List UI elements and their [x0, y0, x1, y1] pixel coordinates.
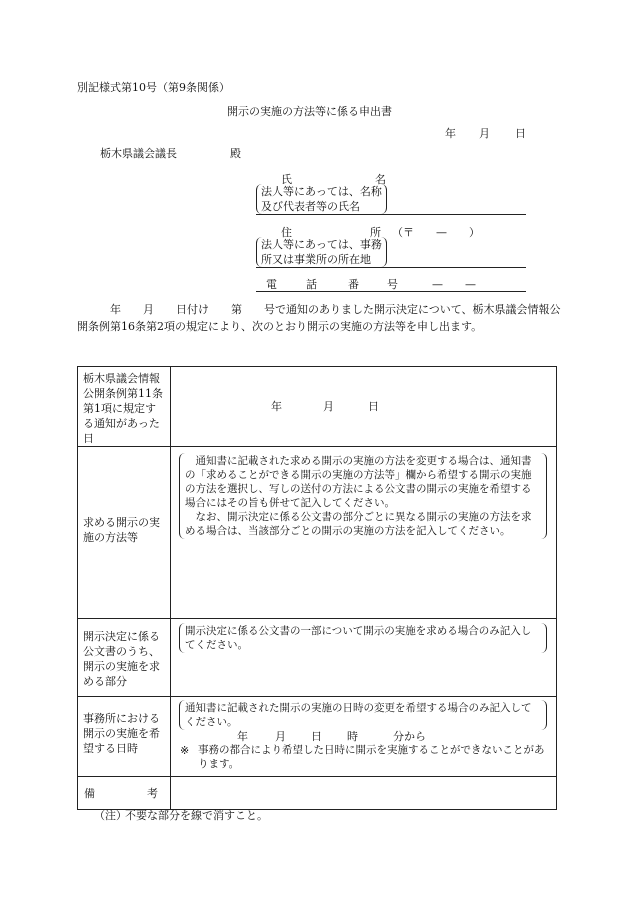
- address-label-a: 住: [281, 226, 292, 239]
- date-day-label: 日: [515, 127, 526, 140]
- datetime-year-label: 年: [237, 730, 248, 743]
- name-underline: [256, 214, 526, 215]
- datetime-warning: 事務の都合により希望した日時に開示を実施することができないことがあります。: [198, 744, 545, 770]
- remarks-cell[interactable]: [171, 777, 557, 810]
- phone-label-2: 話: [306, 278, 317, 291]
- request-table: [77, 366, 557, 810]
- intro-paragraph: 年 月 日付け 第 号で通知のありました開示決定について、栃木県議会情報公開条例第16条第2項の規定により、次のとおり開示の実施の方法等を申し出ます。: [77, 303, 561, 333]
- name-note-bracket: [256, 184, 387, 214]
- part-label: 開示決定に係る公文書のうち、開示の実施を求める部分: [83, 630, 160, 688]
- phone-underline: [256, 291, 526, 292]
- name-label-a: 氏: [281, 173, 292, 186]
- remarks-label-a: 備: [84, 787, 95, 800]
- notice-date-label: 栃木県議会情報公開条例第11条第1項に規定する通知があった日: [83, 372, 163, 445]
- datetime-note-bracket: 通知書に記載された開示の実施の日時の変更を希望する場合のみ記入してください。: [179, 700, 547, 730]
- datetime-hour-label: 時: [347, 730, 358, 743]
- part-note-bracket: 開示決定に係る公文書の一部について開示の実施を求める場合のみ記入してください。: [179, 623, 547, 653]
- method-label: 求める開示の実施の方法等: [83, 516, 160, 544]
- phone-label-1: 電: [266, 278, 277, 291]
- table-row-method: [78, 447, 557, 619]
- footnote-text: 不要な部分を線で消すこと。: [125, 809, 268, 822]
- name-note-line-1: 法人等にあっては、名称: [261, 185, 382, 198]
- datetime-month-label: 月: [275, 730, 286, 743]
- table-row-part: [78, 619, 557, 697]
- addressee-honorific: 殿: [230, 147, 241, 160]
- datetime-day-label: 日: [311, 730, 322, 743]
- date-month-label: 月: [479, 127, 490, 140]
- notice-date-cell[interactable]: [171, 367, 557, 447]
- date-year-label: 年: [445, 127, 456, 140]
- table-row-datetime: [78, 697, 557, 777]
- table-row-notice-date: [78, 367, 557, 447]
- postal-code-field[interactable]: （〒 — ）: [392, 226, 480, 239]
- datetime-cell[interactable]: [171, 697, 557, 777]
- address-note-line-1: 法人等にあっては、事務: [261, 238, 382, 251]
- phone-label-3: 番: [348, 278, 359, 291]
- table-row-remarks: [78, 777, 557, 810]
- address-note-bracket: [256, 237, 387, 267]
- addressee-name: 栃木県議会議長: [100, 147, 177, 160]
- phone-number-field[interactable]: — —: [432, 278, 476, 291]
- warning-mark: ※: [180, 744, 190, 757]
- name-label-b: 名: [375, 173, 386, 186]
- datetime-minute-label: 分から: [393, 730, 426, 743]
- footnote-label: （注）: [94, 809, 127, 822]
- method-note-bracket: [179, 453, 547, 539]
- notice-month-label: 月: [323, 400, 334, 413]
- datetime-label: 事務所における開示の実施を希望する日時: [83, 712, 160, 755]
- page-title: 開示の実施の方法等に係る申出書: [227, 105, 392, 118]
- address-label-b: 所: [370, 226, 381, 239]
- notice-day-label: 日: [368, 400, 379, 413]
- part-cell[interactable]: [171, 619, 557, 697]
- method-note-1: 通知書に記載された求める開示の実施の方法を変更する場合は、通知書の「求めることができる開示の実施の方法等」欄から希望する開示の実施の方法を選択し、写しの送付の方法による公文書の開示の実施を希望する場合にはその旨も併せて記入してください。: [185, 455, 532, 509]
- name-note-line-2: 及び代表者等の氏名: [261, 200, 360, 213]
- address-note-line-2: 所又は事業所の所在地: [261, 253, 371, 266]
- phone-label-4: 号: [387, 278, 398, 291]
- notice-year-label: 年: [271, 400, 282, 413]
- method-cell[interactable]: [171, 447, 557, 619]
- address-underline: [256, 267, 526, 268]
- form-id: 別記様式第10号（第9条関係）: [77, 81, 230, 94]
- method-note-2: なお、開示決定に係る公文書の部分ごとに異なる開示の実施の方法を求める場合は、当該部分ごとの開示の実施の方法を記入してください。: [185, 511, 532, 537]
- remarks-label-b: 考: [147, 787, 158, 800]
